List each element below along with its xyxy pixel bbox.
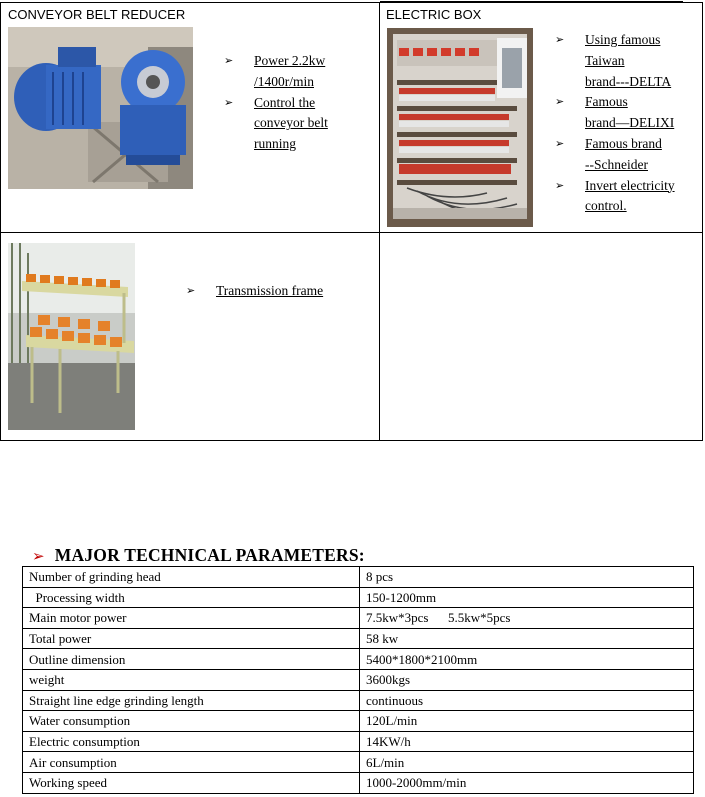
arrow-bullet-icon: ➢ — [555, 178, 565, 192]
parameter-name: Number of grinding head — [23, 567, 360, 588]
parameter-name: Straight line edge grinding length — [23, 690, 360, 711]
list-item: brand---DELTA — [585, 73, 672, 89]
list-item: /1400r/min — [254, 73, 314, 89]
table-row — [23, 628, 694, 649]
parameter-value: continuous — [360, 690, 694, 711]
parameter-name: Main motor power — [23, 608, 360, 629]
parameter-name: Outline dimension — [23, 649, 360, 670]
list-item: ➢ Control the — [224, 93, 328, 114]
list-item: ➢ Power 2.2kw — [224, 51, 328, 72]
parameter-value: 5400*1800*2100mm — [360, 649, 694, 670]
table-row — [23, 587, 694, 608]
parameter-name: Processing width — [23, 587, 360, 608]
parameter-name: Working speed — [23, 772, 360, 793]
electric-box-title: ELECTRIC BOX — [386, 7, 482, 22]
grid-horizontal-divider — [0, 232, 703, 233]
list-item: ➢ Famous brand — [555, 134, 675, 155]
list-item: --Schneider — [585, 156, 648, 172]
electric-box-bullets — [555, 30, 675, 217]
arrow-bullet-icon: ➢ — [224, 54, 234, 67]
arrow-bullet-icon: ➢ — [186, 284, 196, 297]
parameter-value: 8 pcs — [360, 567, 694, 588]
table-row — [23, 690, 694, 711]
reducer-bullets — [224, 51, 328, 155]
parameter-name: Air consumption — [23, 752, 360, 773]
arrow-bullet-icon: ➢ — [555, 136, 565, 150]
arrow-bullet-icon: ➢ — [555, 95, 565, 109]
arrow-bullet-icon: ➢ — [224, 95, 234, 109]
parameter-value: 14KW/h — [360, 731, 694, 752]
parameter-value: 150-1200mm — [360, 587, 694, 608]
table-row — [23, 731, 694, 752]
table-row — [23, 567, 694, 588]
parameter-name: Water consumption — [23, 711, 360, 732]
parameter-value: 58 kw — [360, 628, 694, 649]
reducer-title: CONVEYOR BELT REDUCER — [8, 7, 186, 22]
parameter-name: weight — [23, 669, 360, 690]
list-item: conveyor belt — [254, 115, 328, 131]
table-row — [23, 669, 694, 690]
table-row — [23, 608, 694, 629]
parameter-value: 120L/min — [360, 711, 694, 732]
electric-box-photo — [387, 28, 533, 227]
transmission-bullets — [186, 281, 323, 302]
list-item: Taiwan — [585, 52, 625, 68]
parameters-heading — [32, 545, 365, 566]
parameters-table — [22, 566, 694, 794]
parameter-name: Total power — [23, 628, 360, 649]
transmission-frame-photo — [8, 243, 135, 430]
grid-vertical-divider — [379, 2, 380, 441]
list-item: ➢ Transmission frame — [186, 281, 323, 302]
parameter-value: 6L/min — [360, 752, 694, 773]
arrow-bullet-icon: ➢ — [32, 546, 45, 565]
arrow-bullet-icon: ➢ — [555, 33, 565, 46]
table-row — [23, 752, 694, 773]
list-item: running — [254, 136, 296, 152]
list-item: ➢ Using famous — [555, 30, 675, 51]
table-row — [23, 772, 694, 793]
parameter-value: 3600kgs — [360, 669, 694, 690]
parameter-name: Electric consumption — [23, 731, 360, 752]
parameter-value: 1000-2000mm/min — [360, 772, 694, 793]
list-item: ➢ Famous — [555, 92, 675, 113]
reducer-photo — [8, 27, 193, 189]
list-item: ➢ Invert electricity — [555, 176, 675, 197]
grid-top-line — [380, 1, 683, 2]
list-item: brand—DELIXI — [585, 115, 675, 131]
parameters-heading-text: MAJOR TECHNICAL PARAMETERS: — [54, 545, 365, 565]
table-row — [23, 649, 694, 670]
parameter-value: 7.5kw*3pcs 5.5kw*5pcs — [360, 608, 694, 629]
table-row — [23, 711, 694, 732]
list-item: control. — [585, 198, 627, 214]
